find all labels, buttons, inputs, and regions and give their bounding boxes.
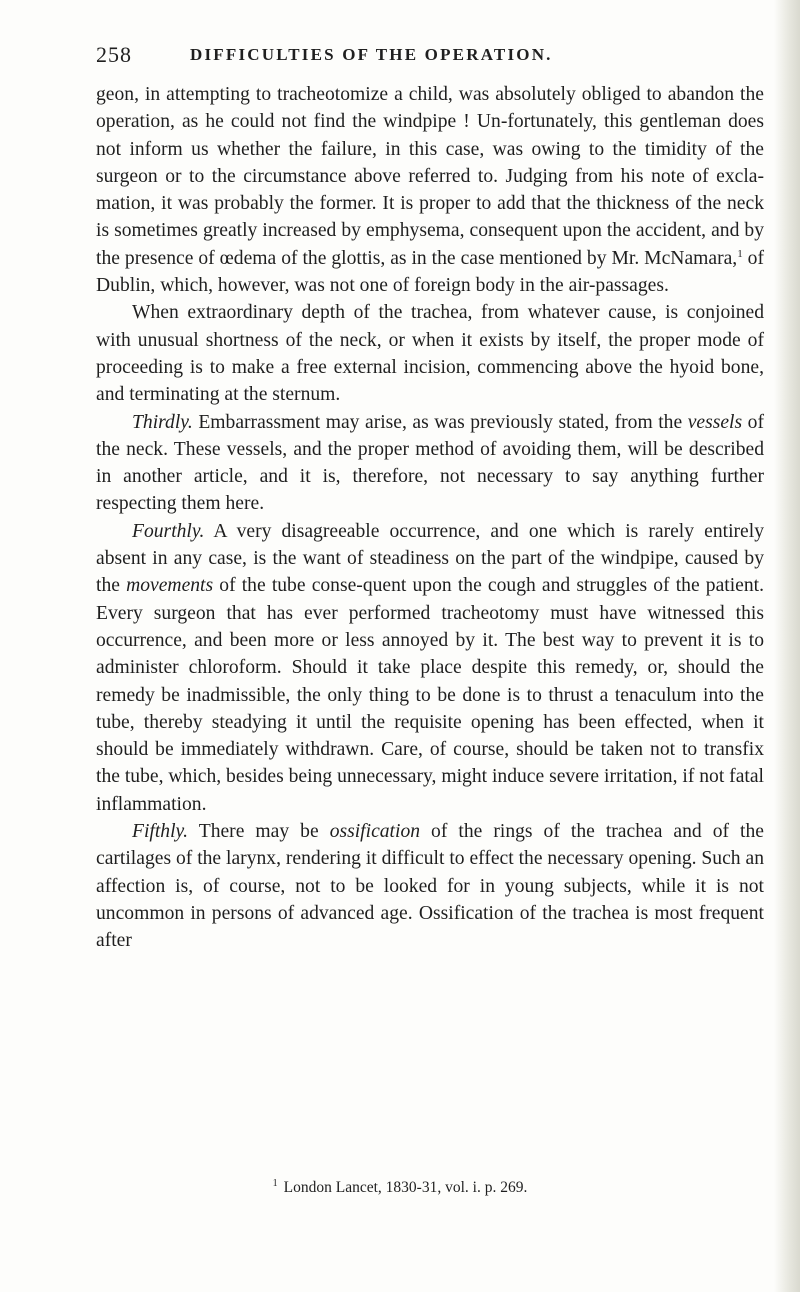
paragraph-5-text-b: of the rings of the trachea and of the cartilages of the larynx, rendering it difficult to effect the necessary opening. Such an affection is, of course, not to be looked for in young subjects, while it is not uncommon in persons of advanced age. Ossification of the trachea is most frequent after — [96, 821, 764, 952]
paragraph-3-lead: Thirdly. — [132, 411, 193, 433]
page-edge-shadow — [774, 0, 800, 1292]
running-head: DIFFICULTIES OF THE OPERATION. — [190, 45, 553, 64]
paragraph-2: When extraordinary depth of the trachea, from whatever cause, is conjoined with unusual shortness of the neck, or when it exists by itself, the proper mode of proceeding is to make a free external incision, commencing above the hyoid bone, and terminating at the sternum. — [96, 302, 764, 406]
page-number: 258 — [96, 42, 132, 67]
paragraph-5-lead: Fifthly. — [132, 821, 189, 843]
page-header — [96, 42, 756, 72]
paragraph-4-lead: Fourthly. — [132, 520, 205, 542]
footnote-mark: 1 — [272, 1178, 278, 1189]
paragraph-1 — [96, 81, 764, 299]
paragraph-5 — [96, 818, 764, 954]
paragraph-3-text-a: Embarrassment may arise, as was previously stated, from the — [192, 411, 688, 433]
footnote-text: London Lancet, 1830-31, vol. i. p. 269. — [283, 1179, 528, 1196]
paragraph-3-text-b: of the neck. These vessels, and the proper method of avoiding them, will be described in another article, and it is, therefore, not necessary to say anything further respecting them here. — [96, 411, 764, 515]
paragraph-3 — [96, 409, 764, 518]
paragraph-5-text-a: There may be — [188, 821, 330, 843]
body-text — [96, 81, 764, 955]
paragraph-1-text-b: of Dublin, which, however, was not one of foreign body in the air-passages. — [96, 247, 764, 297]
footnote — [0, 1178, 800, 1197]
paragraph-4-text-b: of the tube conse-quent upon the cough and struggles of the patient. Every surgeon that has ever performed tracheotomy must have witnessed this occurrence, and been more or less annoyed by it. The best way to prevent it is to administer chloroform. Should it take place despite this remedy, or, should the remedy be inadmissible, the only thing to be done is to thrust a tenaculum into the tube, thereby steadying it until the requisite opening has been effected, when it should be immediately withdrawn. Care, of course, should be taken not to transfix the tube, which, besides being unnecessary, might induce severe irritation, if not fatal inflammation. — [96, 575, 764, 815]
paragraph-4-text-a: A very disagreeable occurrence, and one which is rarely entirely absent in any case, is the want of steadiness on the part of the windpipe, caused by the — [96, 520, 764, 597]
footnote-ref: 1 — [737, 247, 743, 260]
paragraph-5-emphasis: ossification — [329, 821, 421, 843]
paragraph-3-emphasis: vessels — [687, 411, 743, 433]
paragraph-4 — [96, 518, 764, 818]
paragraph-1-text-a: geon, in attempting to tracheotomize a child, was absolutely obliged to abandon the operation, as he could not find the windpipe ! Un-fortunately, this gentleman does not inform us whether the failure, in this case, was owing to the timidity of the surgeon or to the circumstance above referred to. Judging from his note of excla-mation, it was probably the former. It is proper to add that the thickness of the neck is sometimes greatly increased by emphysema, consequent upon the accident, and by the presence of œdema of the glottis, as in the case mentioned by Mr. McNamara, — [96, 84, 764, 269]
paragraph-4-emphasis: movements — [126, 575, 214, 597]
